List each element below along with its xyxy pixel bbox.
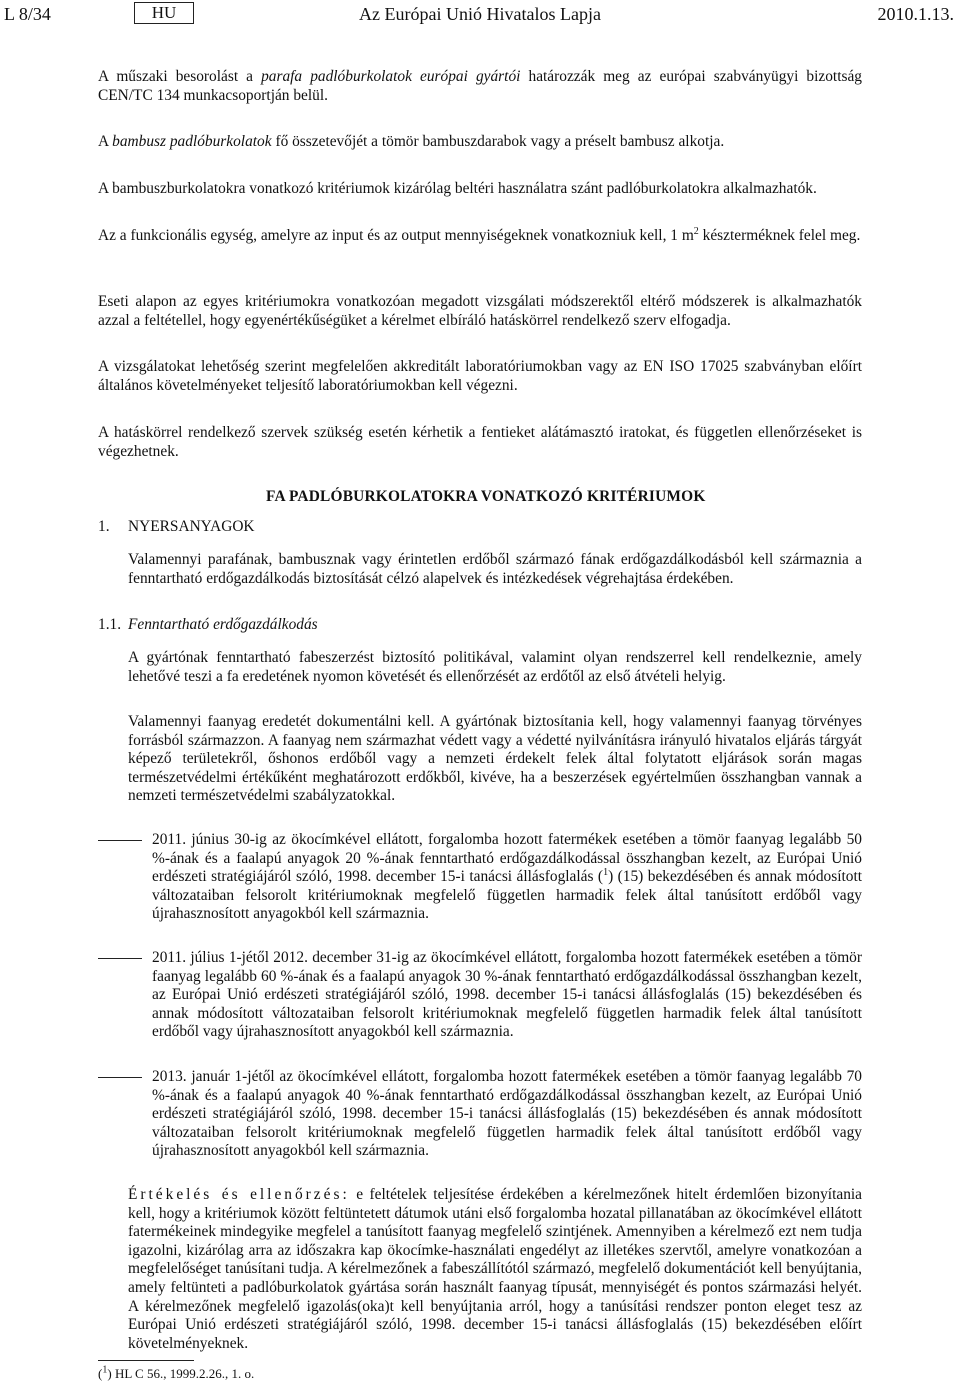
evaluation-paragraph: Értékelés és ellenőrzés: e feltételek teljesítése érdekében a kérelmezőnek hitelt érdemlően bizonyítania kell, hogy a kritériumok között feltüntetett dátumok utáni első forgalomba hozatal pillanatában az ökocímkével ellátott fatermékeinek mindegyike megfelel a tanúsított faanyag megfelelő szintjének. Amennyiben a kérelmező ezt nem tudja igazolni, kizárólag arra az időszakra kap ökocímke-használati engedélyt az illetékes szervtől, amelyre vonatkozóan a megfelelőséget tanúsítani tudja. A kérelmezőnek a fabeszállítótól származó, megfelelő dokumentációt kell benyújtania, amely feltünteti a padlóburkolatok gyártása során használt faanyag típusát, mennyiségét és pontos származási helyét. A kérelmezőnek megfelelő igazolás(oka)t kell benyújtania arról, hogy a tanúsítási rendszer ponton eleget tesz az Európai Unió erdészeti stratégiájáról szóló, 1998. december 15-i tanácsi állásfoglalás (15) bekezdésében előírt követelményeknek. [128,1186,862,1352]
page-header [0,2,960,26]
bullet-dash [98,958,142,959]
publication-date: 2010.1.13. [877,4,954,24]
intro-paragraph-7: A hatáskörrel rendelkező szervek szükség esetén kérhetik a fentieket alátámasztó iratokat, és független ellenőrzéseket is végezhetnek. [98,424,862,460]
criteria-heading: FA PADLÓBURKOLATOKRA VONATKOZÓ KRITÉRIUMOK [266,488,706,505]
intro-paragraph-1: A műszaki besorolást a parafa padlóburkolatok európai gyártói határozzák meg az európai szabványügyi bizottság CEN/TC 134 munkacsoportján belül. [98,68,862,104]
language-badge: HU [134,2,194,24]
intro-paragraph-6: A vizsgálatokat lehetőség szerint megfelelően akkreditált laboratóriumokban vagy az EN ISO 17025 szabványban előírt általános követelményeket teljesítő laboratóriumokban kell végezni. [98,358,862,394]
bullet-dash [98,840,142,841]
bullet-dash [98,1077,142,1078]
section-1-text: Valamennyi parafának, bambusznak vagy érintetlen erdőből származó fának erdőgazdálkodásból kell származnia a fenntartható erdőgazdálkodás biztosítását célzó alapelvek és intézkedések végrehajtása érdekében. [128,551,862,587]
journal-title: Az Európai Unió Hivatalos Lapja [359,4,601,24]
footnote: ($^1$) HL C 56., 1999.2.26., 1. o. [98,1364,255,1381]
section-1-1-paragraph-1: A gyártónak fenntartható fabeszerzést biztosító politikával, valamint olyan rendszerrel kell rendelkeznie, amely lehetővé teszi a fa eredetének nyomon követését és ellenőrzését az erdőtől az első átvételi helyig. [128,649,862,685]
section-1-1-title: Fenntartható erdőgazdálkodás [128,616,318,633]
intro-paragraph-5: Eseti alapon az egyes kritériumokra vonatkozóan megadott vizsgálati módszerektől eltérő módszerek is alkalmazhatók azzal a feltétellel, hogy egyenértékűségüket a kérelmet elbíráló hatáskörrel rendelkező szerv elfogadja. [98,293,862,329]
intro-paragraph-3: A bambuszburkolatokra vonatkozó kritériumok kizárólag beltéri használatra szánt padlóburkolatokra alkalmazhatók. [98,180,817,197]
intro-paragraph-4: Az a funkcionális egység, amelyre az input és az output mennyiségeknek vonatkozniuk kell, 1 $m^2$ készterméknek felel meg. [98,225,861,244]
bullet-item-2: 2011. július 1-jétől 2012. december 31-ig az ökocímkével ellátott, forgalomba hozott fatermékek esetében a tömör faanyag legalább 60 %-ának és a faalapú anyagok 30 %-ának fenntartható erdőgazdálkodással összhangban kezelt, az Európai Unió erdészeti stratégiájáról szóló, 1998. december 15-i tanácsi állásfoglalás (15) bekezdésében és annak módosított változataiban felsorolt kritériumoknak megfelelő független harmadik felek által tanúsított erdőből vagy újrahasznosított anyagokból kell származnia. [152,949,862,1041]
evaluation-label: Értékelés és ellenőrzés: [128,1186,350,1203]
bullet-item-1: 2011. június 30-ig az ökocímkével ellátott, forgalomba hozott fatermékek esetében a tömör faanyag legalább 50 %-ának és a faalapú anyagok 20 %-ának fenntartható erdőgazdálkodással összhangban kezelt, az Európai Unió erdészeti stratégiájáról szóló, 1998. december 15-i tanácsi állásfoglalás ($^1$) (15) bekezdésében és annak módosított változataiban felsorolt kritériumoknak megfelelő független harmadik felek által tanúsított erdőből vagy újrahasznosított anyagokból kell származnia. [152,831,862,923]
bullet-item-3: 2013. január 1-jétől az ökocímkével ellátott, forgalomba hozott fatermékek esetében a tömör faanyag legalább 70 %-ának és a faalapú anyagok 40 %-ának fenntartható erdőgazdálkodással összhangban kezelt, az Európai Unió erdészeti stratégiájáról szóló, 1998. december 15-i tanácsi állásfoglalás (15) bekezdésében és annak módosított változataiban felsorolt kritériumoknak megfelelő független harmadik felek által tanúsított erdőből vagy újrahasznosított anyagokból kell származnia. [152,1068,862,1160]
footnote-rule [98,1360,194,1361]
section-1-number: 1. [98,518,110,535]
section-1-1-paragraph-2: Valamennyi faanyag eredetét dokumentálni kell. A gyártónak biztosítania kell, hogy valamennyi faanyag törvényes forrásból származzon. A faanyag nem származhat védett vagy a védetté nyilvánításra irányuló hivatalos eljárás tárgyát képező területekről, őshonos erdőből vagy a nemzeti érdekelt felek által folytatott eljárások során magas természetvédelmi értékűként meghatározott erdőkből, kivéve, ha a beszerzések egyértelműen összhangban vannak a nemzeti természetvédelmi szabályzatokkal. [128,713,862,805]
page-number: L 8/34 [4,4,51,24]
intro-paragraph-2: A bambusz padlóburkolatok fő összetevőjét a tömör bambuszdarabok vagy a préselt bambusz alkotja. [98,133,725,150]
section-1-1-number: 1.1. [98,616,122,633]
section-1-title: NYERSANYAGOK [128,518,255,535]
